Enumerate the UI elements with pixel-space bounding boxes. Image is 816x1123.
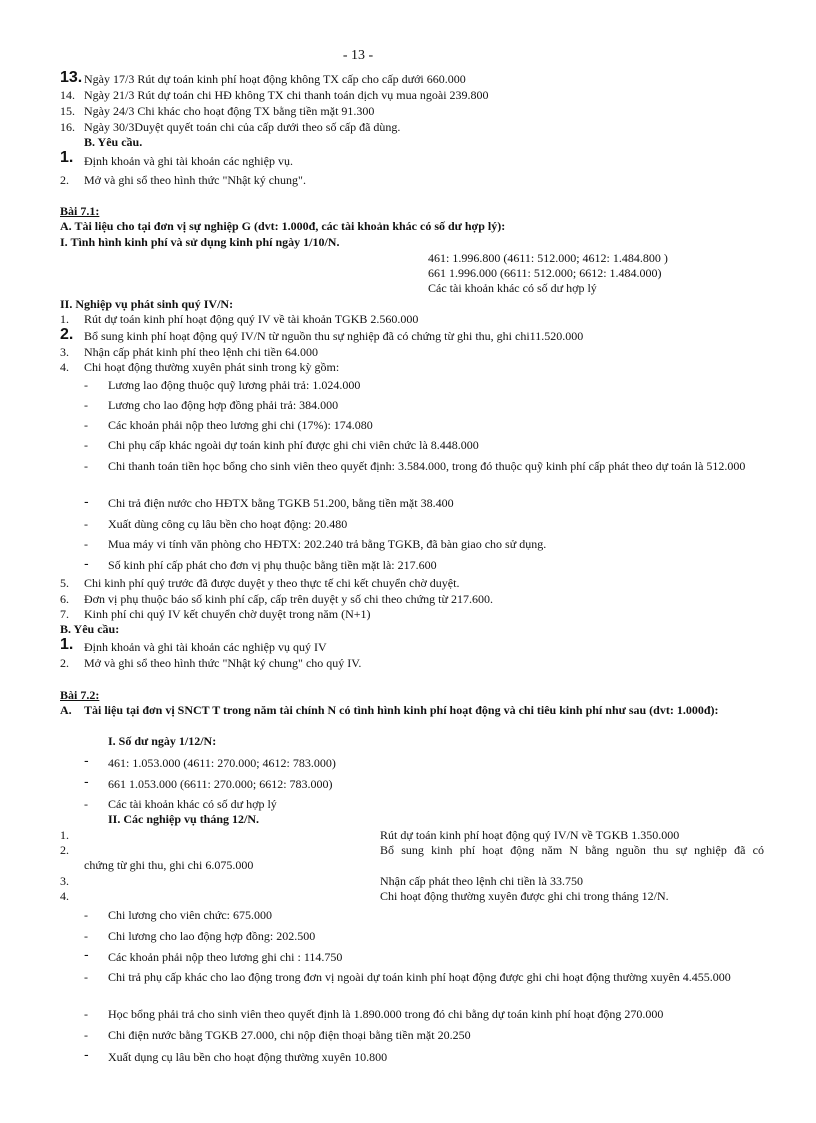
bullet-dash: - (84, 752, 89, 768)
list-item: Chi hoạt động thường xuyên phát sinh trong kỳ gồm: (84, 360, 340, 374)
item-number: 3. (60, 345, 69, 359)
bullet-dash: - (84, 555, 89, 571)
list-item: Bổ sung kinh phí hoạt động năm N bằng nguồn thu sự nghiệp đã có (380, 843, 764, 857)
bullet-dash: - (84, 908, 88, 922)
bullet-dash: - (84, 773, 89, 789)
bullet-dash: - (84, 517, 88, 531)
bullet-dash: - (84, 459, 88, 473)
section-heading: B. Yêu cầu. (84, 135, 143, 149)
sub-item: Chi lương cho lao động hợp đồng: 202.500 (108, 929, 316, 943)
balance-line: Các tài khoản khác có số dư hợp lý (108, 797, 277, 811)
sub-item: Mua máy vi tính văn phòng cho HĐTX: 202.240 trả bằng TGKB, đã bàn giao cho sử dụng. (108, 537, 547, 551)
section-heading: II. Nghiệp vụ phát sinh quý IV/N: (60, 297, 234, 311)
list-item: Chi kinh phí quý trước đã được duyệt y theo thực tế chi kết chuyển chờ duyệt. (84, 576, 460, 590)
page-number: - 13 - (342, 48, 374, 63)
sub-item: Xuất dụng cụ lâu bền cho hoạt động thường xuyên 10.800 (108, 1050, 388, 1064)
balance-line: Các tài khoản khác có số dư hợp lý (428, 281, 597, 295)
list-item: Nhận cấp phát kinh phí theo lệnh chi tiền 64.000 (84, 345, 318, 359)
list-item: Rút dự toán kinh phí hoạt động quý IV/N về TGKB 1.350.000 (380, 828, 680, 842)
sub-item: Học bổng phải trả cho sinh viên theo quyết định là 1.890.000 trong đó chi bằng dự toán kinh phí hoạt động 270.000 (108, 1007, 664, 1021)
bullet-dash: - (84, 797, 88, 811)
bullet-dash: - (84, 378, 88, 392)
balance-line: 461: 1.996.800 (4611: 512.000; 4612: 1.484.800 ) (428, 251, 668, 265)
item-number: 6. (60, 592, 69, 606)
list-item: Nhận cấp phát theo lệnh chi tiền là 33.750 (380, 874, 583, 888)
item-number: 13. (60, 69, 83, 86)
bullet-dash: - (84, 1028, 88, 1042)
bullet-dash: - (84, 438, 88, 452)
item-number: 1. (60, 149, 74, 166)
balance-line: 661 1.996.000 (6611: 512.000; 6612: 1.484.000) (428, 266, 662, 280)
bullet-dash: - (84, 970, 88, 984)
exercise-title: Bài 7.1: (60, 204, 100, 218)
section-label: A. (60, 703, 72, 717)
item-number: 2. (60, 656, 69, 670)
sub-item: Chi điện nước bằng TGKB 27.000, chi nộp điện thoại bằng tiền mặt 20.250 (108, 1028, 471, 1042)
sub-item: Số kinh phí cấp phát cho đơn vị phụ thuộc bằng tiền mặt là: 217.600 (108, 558, 437, 572)
item-number: 15. (60, 104, 75, 118)
sub-item: Chi thanh toán tiền học bổng cho sinh viên theo quyết định: 3.584.000, trong đó thuộc quỹ kinh phí cấp phát theo dự toán là 512.000 (108, 459, 746, 473)
item-number: 2. (60, 326, 74, 343)
section-heading: I. Tình hình kinh phí và sử dụng kinh phí ngày 1/10/N. (60, 235, 340, 249)
balance-line: 661 1.053.000 (6611: 270.000; 6612: 783.000) (108, 777, 333, 791)
list-item: Định khoản và ghi tài khoản các nghiệp vụ quý IV (84, 640, 327, 654)
bullet-dash: - (84, 537, 88, 551)
list-item: Rút dự toán kinh phí hoạt động quý IV về tài khoản TGKB 2.560.000 (84, 312, 419, 326)
balance-line: 461: 1.053.000 (4611: 270.000; 4612: 783.000) (108, 756, 336, 770)
section-heading: Tài liệu tại đơn vị SNCT T trong năm tài chính N có tình hình kinh phí hoạt động và chi tiêu kinh phí như sau (dvt: 1.000đ): (84, 703, 719, 717)
list-item: Kinh phí chi quý IV kết chuyển chờ duyệt trong năm (N+1) (84, 607, 371, 621)
sub-item: Chi trả điện nước cho HĐTX bằng TGKB 51.200, bằng tiền mặt 38.400 (108, 496, 454, 510)
sub-item: Chi trả phụ cấp khác cho lao động trong đơn vị ngoài dự toán kinh phí hoạt động được ghi chi hoạt động thường xuyên 4.455.000 (108, 970, 731, 984)
bullet-dash: - (84, 1007, 88, 1021)
section-heading: A. Tài liệu cho tại đơn vị sự nghiệp G (dvt: 1.000đ, các tài khoản khác có số dư hợp lý): (60, 219, 506, 233)
item-number: 7. (60, 607, 69, 621)
bullet-dash: - (84, 398, 88, 412)
sub-item: Các khoản phải nộp theo lương ghi chi (17%): 174.080 (108, 418, 373, 432)
bullet-dash: - (84, 1046, 89, 1062)
sub-item: Lương lao động thuộc quỹ lương phải trả: 1.024.000 (108, 378, 361, 392)
bullet-dash: - (84, 946, 89, 962)
bullet-dash: - (84, 929, 88, 943)
section-heading: B. Yêu cầu: (60, 622, 120, 636)
sub-item: Xuất dùng công cụ lâu bền cho hoạt động: 20.480 (108, 517, 348, 531)
sub-item: Chi phụ cấp khác ngoài dự toán kinh phí được ghi chi viên chức là 8.448.000 (108, 438, 479, 452)
item-number: 2. (60, 843, 69, 857)
list-item-continuation: chứng từ ghi thu, ghi chi 6.075.000 (84, 858, 254, 872)
list-item: Bổ sung kinh phí hoạt động quý IV/N từ nguồn thu sự nghiệp đã có chứng từ ghi thu, ghi chi11.520.000 (84, 329, 584, 343)
list-item: Ngày 30/3Duyệt quyết toán chi của cấp dưới theo số cấp đã dùng. (84, 120, 401, 134)
list-item: Chi hoạt động thường xuyên được ghi chi trong tháng 12/N. (380, 889, 669, 903)
item-number: 4. (60, 889, 69, 903)
sub-item: Chi lương cho viên chức: 675.000 (108, 908, 272, 922)
item-number: 3. (60, 874, 69, 888)
item-number: 14. (60, 88, 75, 102)
list-item: Mở và ghi sổ theo hình thức "Nhật ký chung" cho quý IV. (84, 656, 362, 670)
sub-item: Các khoản phải nộp theo lương ghi chi : 114.750 (108, 950, 343, 964)
bullet-dash: - (84, 418, 88, 432)
item-number: 5. (60, 576, 69, 590)
section-heading: I. Số dư ngày 1/12/N: (108, 734, 217, 748)
item-number: 4. (60, 360, 69, 374)
item-number: 1. (60, 312, 69, 326)
section-heading: II. Các nghiệp vụ tháng 12/N. (108, 812, 260, 826)
sub-item: Lương cho lao động hợp đồng phải trả: 384.000 (108, 398, 339, 412)
item-number: 1. (60, 828, 69, 842)
exercise-title: Bài 7.2: (60, 688, 100, 702)
item-number: 1. (60, 636, 74, 653)
list-item: Ngày 24/3 Chi khác cho hoạt động TX bằng tiền mặt 91.300 (84, 104, 375, 118)
list-item: Đơn vị phụ thuộc báo số kinh phí cấp, cấp trên duyệt y số chi theo chứng từ 217.600. (84, 592, 493, 606)
bullet-dash: - (84, 493, 89, 509)
list-item: Ngày 17/3 Rút dự toán kinh phí hoạt động không TX cấp cho cấp dưới 660.000 (84, 72, 466, 86)
item-number: 16. (60, 120, 75, 134)
list-item: Mở và ghi sổ theo hình thức "Nhật ký chung". (84, 173, 306, 187)
item-number: 2. (60, 173, 69, 187)
list-item: Ngày 21/3 Rút dự toán chi HĐ không TX chi thanh toán dịch vụ mua ngoài 239.800 (84, 88, 489, 102)
list-item: Định khoản và ghi tài khoản các nghiệp vụ. (84, 154, 293, 168)
